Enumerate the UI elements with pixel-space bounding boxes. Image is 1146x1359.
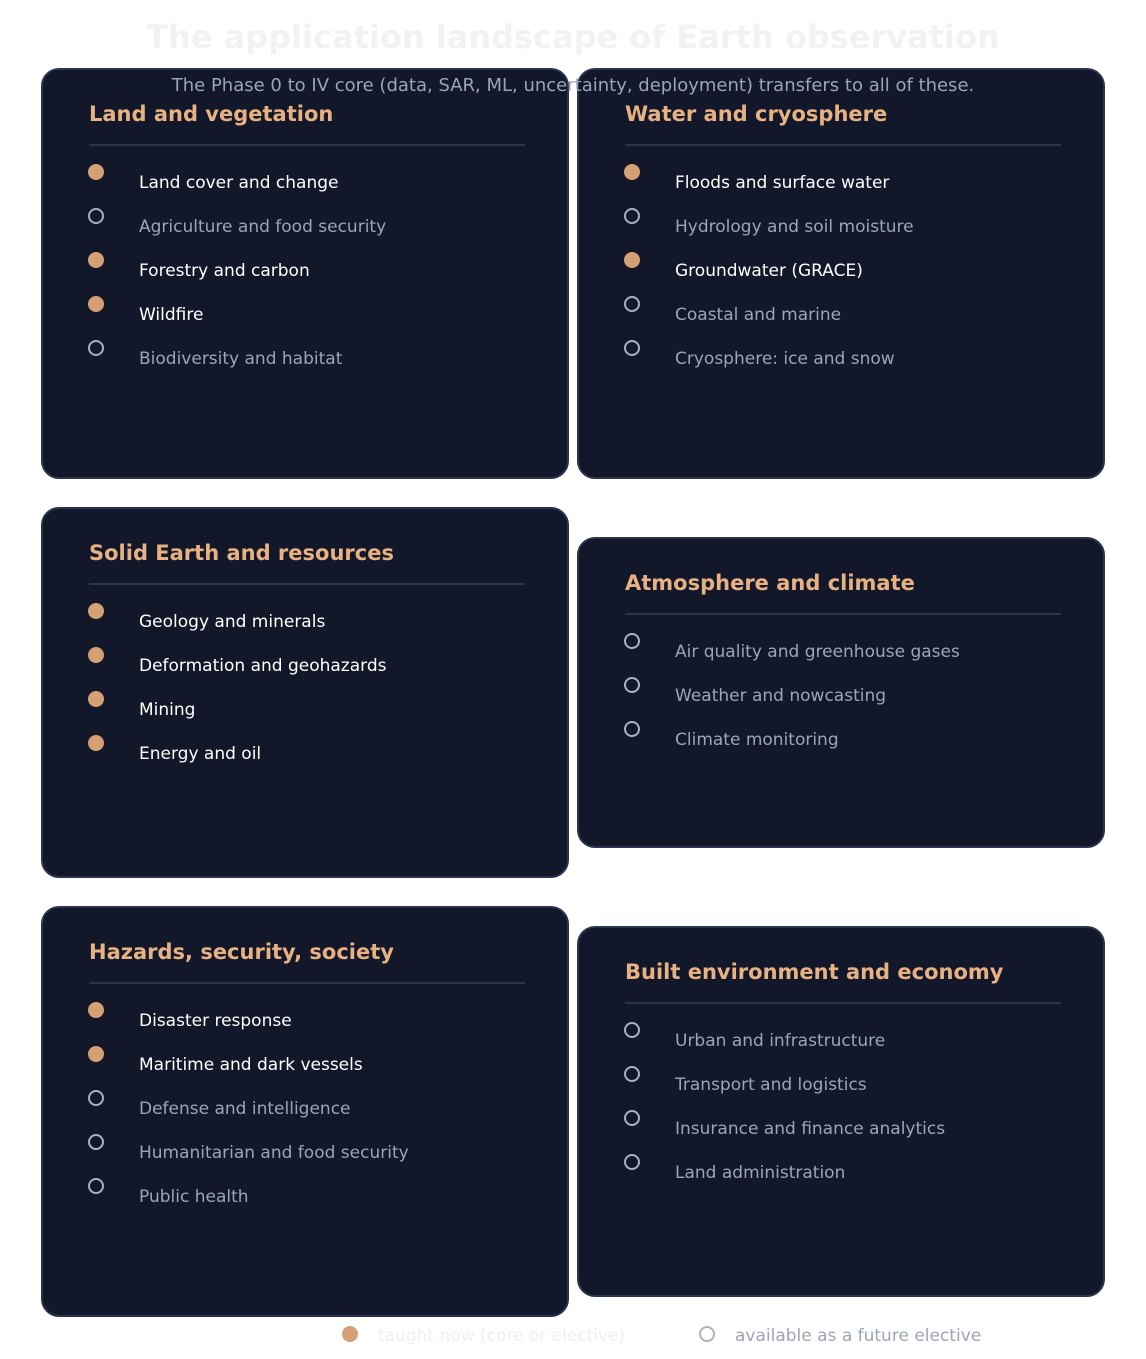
card-hazards-security-society [41,906,569,1317]
card-item-label: Forestry and carbon [139,261,310,281]
card-item [43,296,567,340]
card-title: Water and cryosphere [625,102,888,126]
open-ring-icon [88,1178,104,1194]
open-ring-icon [624,1022,640,1038]
filled-dot-icon [624,164,640,180]
card-item [43,1178,567,1222]
card-land-vegetation [41,68,569,479]
card-item-label: Disaster response [139,1011,292,1031]
open-ring-icon [624,633,640,649]
legend [0,1318,1146,1359]
card-item-label: Deformation and geohazards [139,656,387,676]
card-solid-earth-resources [41,507,569,878]
card-divider [89,982,525,984]
filled-dot-icon [88,252,104,268]
filled-dot-icon [88,647,104,663]
card-item [579,164,1103,208]
card-divider [89,144,525,146]
card-item-label: Climate monitoring [675,730,839,750]
card-divider [89,583,525,585]
open-ring-icon [624,1154,640,1170]
card-item [43,208,567,252]
card-built-environment-economy [577,926,1105,1297]
card-item-label: Agriculture and food security [139,217,387,237]
card-item-label: Air quality and greenhouse gases [675,642,960,662]
card-item-label: Defense and intelligence [139,1099,351,1119]
open-ring-icon [624,1066,640,1082]
card-item [43,647,567,691]
card-item [43,1002,567,1046]
card-item-label: Biodiversity and habitat [139,349,343,369]
card-item-label: Groundwater (GRACE) [675,261,863,281]
open-ring-icon [624,677,640,693]
card-item-label: Maritime and dark vessels [139,1055,363,1075]
filled-dot-icon [88,1002,104,1018]
open-ring-icon [624,296,640,312]
card-item [579,296,1103,340]
filled-dot-icon [88,603,104,619]
open-ring-icon [624,1110,640,1126]
card-title: Solid Earth and resources [89,541,394,565]
filled-dot-icon [88,735,104,751]
open-ring-icon [624,721,640,737]
open-ring-icon [624,340,640,356]
card-divider [625,144,1061,146]
card-item [43,603,567,647]
card-item [43,1090,567,1134]
card-atmosphere-climate [577,537,1105,848]
filled-dot-icon [624,252,640,268]
card-item-label: Hydrology and soil moisture [675,217,914,237]
card-item [43,1134,567,1178]
card-title: Hazards, security, society [89,940,394,964]
filled-dot-icon [88,691,104,707]
card-title: Built environment and economy [625,960,1004,984]
card-item-label: Floods and surface water [675,173,890,193]
card-divider [625,1002,1061,1004]
card-item [43,735,567,779]
card-title: Land and vegetation [89,102,334,126]
filled-dot-icon [88,1046,104,1062]
card-water-cryosphere [577,68,1105,479]
legend-label-future: available as a future elective [735,1326,982,1346]
card-item [43,252,567,296]
card-item-label: Geology and minerals [139,612,326,632]
card-item [579,1154,1103,1198]
card-item [579,677,1103,721]
open-ring-icon [699,1326,715,1342]
card-item [579,721,1103,765]
filled-dot-icon [342,1326,358,1342]
card-item [43,340,567,384]
card-item-label: Cryosphere: ice and snow [675,349,895,369]
card-item-label: Humanitarian and food security [139,1143,409,1163]
card-item-label: Mining [139,700,196,720]
card-item-label: Coastal and marine [675,305,842,325]
card-item-label: Wildfire [139,305,204,325]
card-item-label: Energy and oil [139,744,262,764]
card-item [43,691,567,735]
card-item [579,1066,1103,1110]
card-item [579,633,1103,677]
card-title: Atmosphere and climate [625,571,915,595]
card-item [579,340,1103,384]
diagram-subtitle: The Phase 0 to IV core (data, SAR, ML, uncertainty, deployment) transfers to all of these. [171,75,975,96]
open-ring-icon [88,208,104,224]
card-item-label: Land cover and change [139,173,339,193]
filled-dot-icon [88,296,104,312]
card-item [579,1110,1103,1154]
open-ring-icon [88,1090,104,1106]
legend-label-now: taught now (core or elective) [378,1326,626,1346]
open-ring-icon [88,340,104,356]
card-item-label: Urban and infrastructure [675,1031,886,1051]
card-item [579,252,1103,296]
card-item-label: Land administration [675,1163,846,1183]
card-item [579,208,1103,252]
card-item [43,1046,567,1090]
card-item-label: Transport and logistics [675,1075,867,1095]
card-item [579,1022,1103,1066]
open-ring-icon [624,208,640,224]
card-item-label: Insurance and finance analytics [675,1119,946,1139]
card-item-label: Public health [139,1187,249,1207]
card-item [43,164,567,208]
card-divider [625,613,1061,615]
diagram-title: The application landscape of Earth observation [146,18,1000,56]
filled-dot-icon [88,164,104,180]
open-ring-icon [88,1134,104,1150]
card-item-label: Weather and nowcasting [675,686,887,706]
